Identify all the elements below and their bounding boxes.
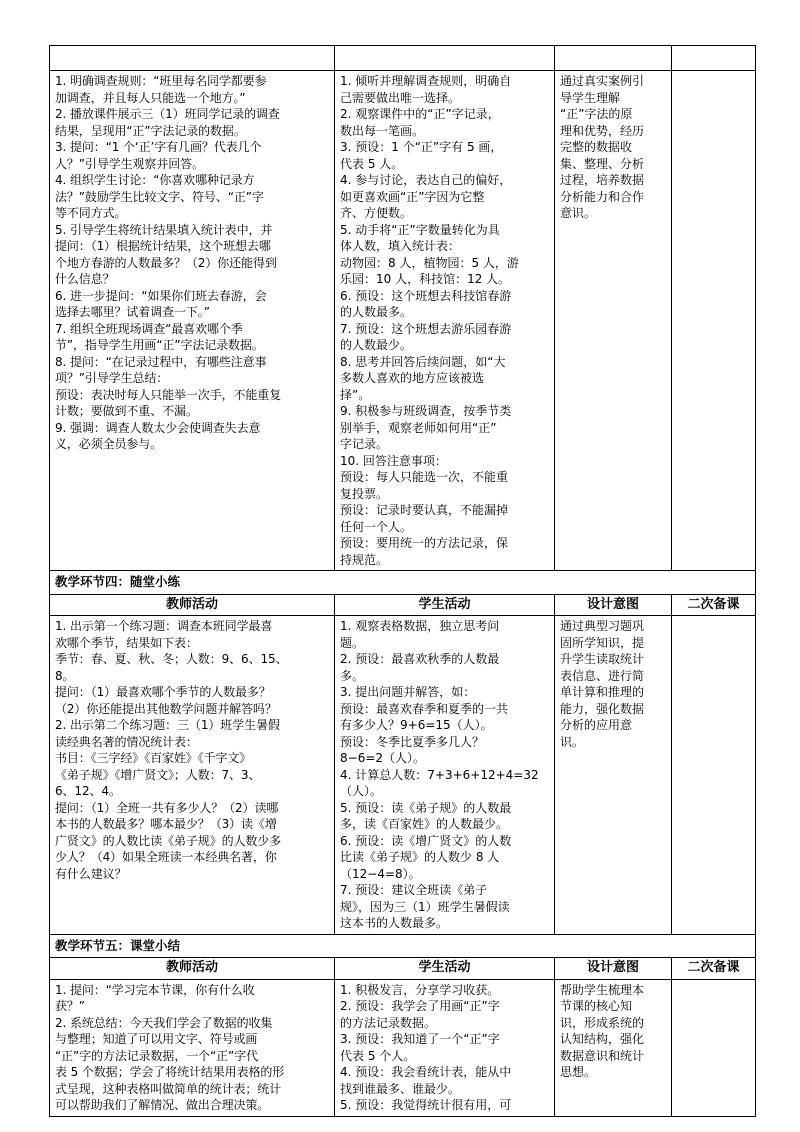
section3-revision-cell [672, 71, 756, 571]
text-line: 8−6=2（人）。 [340, 751, 426, 765]
text-line: 3. 提问：“1 个‘正’字有几画？代表几个 [55, 140, 262, 154]
text-line: 集、整理、分析 [560, 156, 645, 171]
text-line: 6、12、4。 [55, 784, 121, 798]
text-line: 1. 出示第一个练习题：调查本班同学最喜 [55, 619, 273, 633]
text-line: 9. 积极参与班级调查，按季节类 [340, 404, 512, 418]
text-line: 提问：（1）根据统计结果，这个班想去哪 [55, 239, 271, 253]
text-line: 识。 [560, 734, 585, 749]
text-line: 8. 思考并回答后续问题，如“大 [340, 354, 506, 369]
text-line: 等不同方式。 [55, 206, 127, 220]
text-line: 读经典名著的情况统计表： [55, 734, 198, 749]
section5-title-row [50, 934, 756, 958]
text-line: 题。 [340, 635, 365, 650]
text-line: 的人数最多。 [340, 305, 413, 319]
text-line: 个地方春游的人数最多？（2）你还能得到 [55, 255, 277, 270]
text-line: 规》，因为三（1）班学生暑假读 [340, 899, 510, 914]
text-line: 择”。 [340, 387, 371, 402]
text-line: 的方法记录数据。 [340, 1015, 437, 1030]
text-line: 字记录。 [340, 437, 389, 451]
text-line: 1. 提问：“学习完本节课，你有什么收 [55, 982, 255, 997]
section4-header-row [50, 594, 756, 616]
text-line: 结果，呈现用“正”字法记录的数据。 [55, 123, 246, 138]
text-line: 导学生理解 [560, 90, 621, 105]
text-line: 复投票。 [340, 486, 389, 501]
text-line: 8. 提问：“在记录过程中，有哪些注意事 [55, 354, 267, 369]
section4-content-row [50, 616, 756, 935]
section3-teacher-cell [50, 71, 335, 571]
text-line: 欢哪个季节，结果如下表： [55, 635, 198, 650]
text-line: 5. 预设：我觉得统计很有用，可 [340, 1098, 512, 1112]
text-line: 如更喜欢画“正”字因为它整 [340, 189, 485, 204]
text-line: 体人数，填入统计表： [340, 239, 461, 253]
section3-content-row [50, 71, 756, 571]
text-line: 思想。 [560, 1065, 597, 1079]
header-teacher-activity: 教师活动 [50, 594, 335, 616]
text-line: 7. 预设：建议全班读《弟子 [340, 883, 488, 897]
text-line: （2）你还能提出其他数学问题并解答吗？ [55, 701, 277, 716]
text-line: 本书的人数最多？哪本最少？（3）读《增 [55, 817, 277, 831]
text-line: 这本书的人数最多。 [340, 916, 449, 930]
text-line: 4. 参与讨论，表达自己的偏好， [340, 173, 512, 187]
text-line: 1. 倾听并理解调查规则，明确自 [340, 74, 512, 88]
header-student-activity: 学生活动 [335, 594, 555, 616]
text-line: （人）。 [340, 784, 383, 798]
text-line: 多数人喜欢的地方应该被选 [340, 371, 485, 385]
section3-intent-cell [555, 71, 672, 571]
text-line: 季节：春、夏、秋、冬；人数：9、6、15、 [55, 652, 288, 666]
text-line: 少人？（4）如果全班读一本经典名著，你 [55, 850, 277, 864]
section4-title: 教学环节四：随堂小练 [50, 571, 756, 595]
text-line: 有什么建议？ [55, 866, 127, 881]
section5-teacher-cell [50, 979, 335, 1116]
text-line: 完整的数据收 [560, 140, 633, 154]
text-line: 预设：表决时每人只能举一次手，不能重复 [55, 387, 282, 402]
text-line: 提问：（1）最喜欢哪个季节的人数最多？ [55, 685, 271, 699]
text-line: 2. 观察课件中的“正”字记录， [340, 107, 500, 121]
text-line: 2. 播放课件展示三（1）班同学记录的调查 [55, 107, 280, 121]
text-line: 2. 预设：最喜欢秋季的人数最 [340, 652, 500, 666]
text-line: 项？”引导学生总结： [55, 371, 169, 385]
text-line: 多，读《百家姓》的人数最少。 [340, 817, 509, 831]
text-line: 多。 [340, 668, 365, 683]
empty-cell [672, 46, 756, 71]
section4-intent-cell [555, 616, 672, 935]
text-line: 3. 预设：1 个“正”字有 5 画， [340, 140, 503, 154]
text-line: 《弟子规》《增广贤文》；人数：7、3、 [55, 767, 261, 782]
text-line: 2. 出示第二个练习题：三（1）班学生暑假 [55, 718, 280, 732]
section4-title-row [50, 571, 756, 595]
text-line: 预设：冬季比夏季多几人？ [340, 734, 485, 749]
text-line: 10. 回答注意事项： [340, 453, 447, 468]
text-line: 可以帮助我们了解情况、做出合理决策。 [55, 1098, 270, 1112]
text-line: 人？”引导学生观察并回答。 [55, 156, 204, 171]
header-teacher-activity: 教师活动 [50, 958, 335, 980]
text-line: 能力，强化数据 [560, 701, 645, 716]
text-line: （12−4=8）。 [340, 866, 421, 881]
text-line: 分析的应用意 [560, 718, 633, 732]
text-line: 固所学知识，提 [560, 635, 645, 650]
text-line: 有多少人？9+6=15（人）。 [340, 718, 493, 732]
text-line: 任何一个人。 [340, 519, 413, 534]
text-line: 6. 进一步提问：“如果你们班去春游，会 [55, 288, 267, 303]
header-second-preparation: 二次备课 [672, 594, 756, 616]
text-line: 4. 预设：我会看统计表，能从中 [340, 1065, 512, 1079]
text-line: 2. 系统总结：今天我们学会了数据的收集 [55, 1015, 273, 1030]
text-line: 5. 引导学生将统计结果填入统计表中，并 [55, 222, 273, 237]
empty-cell [50, 46, 335, 71]
text-line: 的人数最少。 [340, 338, 413, 352]
text-line: 别举手，观察老师如何用“正” [340, 420, 497, 435]
text-line: 预设：记录时要认真，不能漏掉 [340, 503, 509, 517]
text-line: 预设：最喜欢春季和夏季的一共 [340, 701, 509, 716]
text-line: 己需要做出唯一选择。 [340, 90, 461, 105]
text-line: 节”，指导学生用画“正”字法记录数据。 [55, 338, 264, 352]
text-line: 选择去哪里？试着调查一下。” [55, 305, 210, 319]
text-line: 7. 组织全班现场调查“最喜欢哪个季 [55, 321, 243, 336]
lesson-plan-table [49, 45, 756, 1117]
text-line: 法？”鼓励学生比较文字、符号、“正”字 [55, 189, 264, 204]
text-line: 升学生读取统计 [560, 652, 645, 666]
text-line: 数据意识和统计 [560, 1048, 645, 1063]
empty-cell [555, 46, 672, 71]
text-line: 3. 预设：我知道了一个“正”字 [340, 1032, 500, 1046]
text-line: 通过典型习题巩 [560, 619, 645, 633]
section5-title: 教学环节五：课堂小结 [50, 934, 756, 958]
text-line: 比读《弟子规》的人数少 8 人 [340, 850, 500, 864]
text-line: 7. 预设：这个班想去游乐园春游 [340, 321, 512, 336]
text-line: 1. 观察表格数据，独立思考问 [340, 619, 500, 633]
header-student-activity: 学生活动 [335, 958, 555, 980]
section4-teacher-cell [50, 616, 335, 935]
text-line: 动物园：8 人，植物园：5 人，游 [340, 255, 519, 270]
text-line: 4. 组织学生讨论：“你喜欢哪种记录方 [55, 173, 255, 187]
text-line: 4. 计算总人数：7+3+6+12+4=32 [340, 767, 539, 782]
section5-student-cell [335, 979, 555, 1116]
empty-cell [335, 46, 555, 71]
section5-header-row [50, 958, 756, 980]
text-line: 分析能力和合作 [560, 189, 645, 204]
text-line: 9. 强调：调查人数太少会使调查失去意 [55, 420, 261, 435]
header-design-intent: 设计意图 [555, 594, 672, 616]
text-line: 数出每一笔画。 [340, 123, 425, 138]
text-line: 乐园：10 人，科技馆：12 人。 [340, 272, 511, 286]
text-line: 2. 预设：我学会了用画“正”字 [340, 999, 500, 1013]
text-line: 获？” [55, 999, 85, 1013]
text-line: 与整理；知道了可以用文字、符号或画 [55, 1032, 258, 1046]
text-line: 5. 动手将“正”字数量转化为具 [340, 222, 500, 237]
top-empty-row [50, 46, 756, 71]
text-line: “正”字的方法记录数据，一个“正”字代 [55, 1048, 258, 1063]
text-line: 代表 5 个人。 [340, 1048, 416, 1063]
text-line: 8。 [55, 668, 75, 683]
section4-student-cell [335, 616, 555, 935]
text-line: 单计算和推理的 [560, 685, 645, 699]
section5-intent-cell [555, 979, 672, 1116]
text-line: 提问：（1）全班一共有多少人？（2）读哪 [55, 800, 279, 815]
header-design-intent: 设计意图 [555, 958, 672, 980]
text-line: 表 5 个数据；学会了将统计结果用表格的形 [55, 1065, 285, 1079]
text-line: 预设：要用统一的方法记录，保 [340, 536, 509, 550]
header-second-preparation: 二次备课 [672, 958, 756, 980]
text-line: 帮助学生梳理本 [560, 982, 645, 997]
section5-revision-cell [672, 979, 756, 1116]
section5-content-row [50, 979, 756, 1116]
text-line: 节课的核心知 [560, 999, 633, 1013]
text-line: 广贤文》的人数比读《弟子规》的人数少多 [55, 833, 282, 848]
text-line: 找到谁最多、谁最少。 [340, 1081, 461, 1096]
text-line: 6. 预设：这个班想去科技馆春游 [340, 288, 512, 303]
text-line: 通过真实案例引 [560, 74, 645, 88]
text-line: 齐、方便数。 [340, 206, 413, 220]
text-line: 认知结构，强化 [560, 1032, 645, 1046]
text-line: 代表 5 人。 [340, 156, 404, 171]
text-line: 加调查，并且每人只能选一个地方。” [55, 90, 246, 105]
text-line: 理和优势，经历 [560, 123, 645, 138]
text-line: 识，形成系统的 [560, 1015, 645, 1030]
text-line: 式呈现，这种表格叫做简单的统计表；统计 [55, 1081, 282, 1096]
text-line: 5. 预设：读《弟子规》的人数最 [340, 800, 512, 815]
text-line: 义，必须全员参与。 [55, 437, 163, 451]
section4-revision-cell [672, 616, 756, 935]
text-line: 3. 提出问题并解答，如： [340, 685, 476, 699]
text-line: 1. 明确调查规则：“班里每名同学都要参 [55, 74, 267, 88]
text-line: 6. 预设：读《增广贤文》的人数 [340, 833, 512, 848]
text-line: 过程，培养数据 [560, 173, 645, 187]
text-line: 1. 积极发言，分享学习收获。 [340, 982, 500, 997]
text-line: 书目：《三字经》《百家姓》《千字文》 [55, 751, 252, 765]
text-line: 持规范。 [340, 552, 389, 567]
text-line: 什么信息？ [55, 272, 115, 286]
text-line: “正”字法的原 [560, 107, 633, 121]
section3-student-cell [335, 71, 555, 571]
text-line: 意识。 [560, 206, 597, 220]
text-line: 预设：每人只能选一次，不能重 [340, 470, 509, 484]
text-line: 计数；要做到不重、不漏。 [55, 404, 198, 418]
text-line: 表信息、进行简 [560, 668, 645, 683]
